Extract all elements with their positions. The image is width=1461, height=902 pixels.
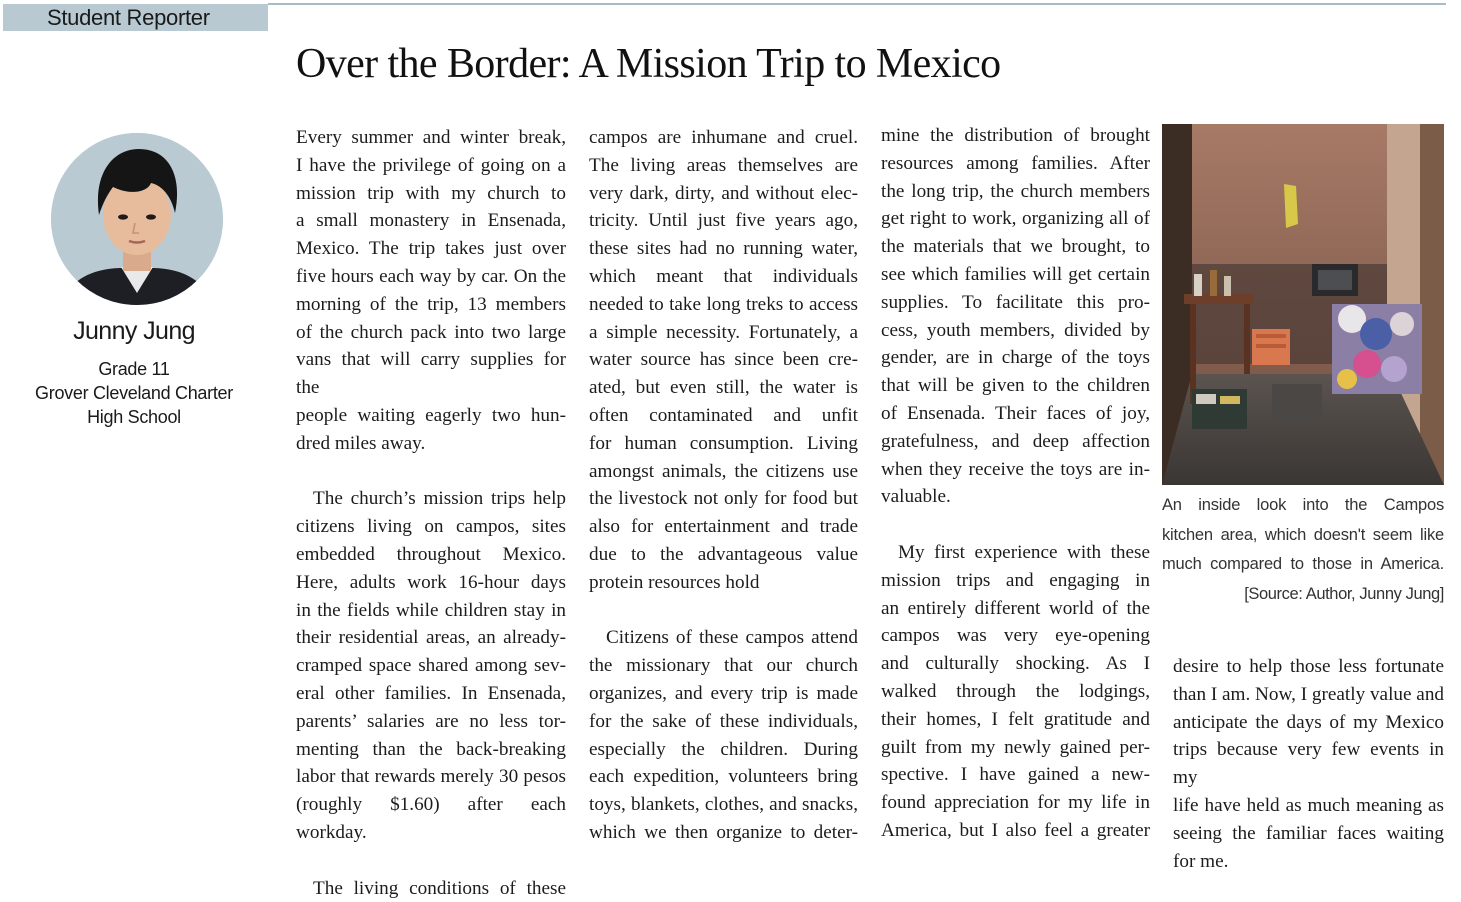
section-label: Student Reporter bbox=[3, 4, 268, 31]
text-line: Mexico. The trip takes just over bbox=[296, 238, 566, 260]
author-grade: Grade 11 bbox=[98, 359, 170, 379]
text-line: Every summer and winter break, bbox=[296, 127, 566, 148]
author-name: Junny Jung bbox=[73, 317, 195, 345]
text-line: supplies. To facilitate this pro- bbox=[881, 291, 1150, 313]
author-school: Grover Cleveland Charter bbox=[35, 383, 233, 403]
text-line: the livestock not only for food but bbox=[589, 488, 858, 510]
text-line: cramped space shared among sev- bbox=[296, 655, 566, 677]
text-line: water source has since been cre- bbox=[589, 349, 858, 371]
headline: Over the Border: A Mission Trip to Mexico bbox=[296, 41, 1001, 87]
text-line: spective. I have gained a new- bbox=[881, 764, 1150, 786]
text-line: My first experience with these bbox=[898, 541, 1150, 563]
text-line: resources among families. After bbox=[881, 152, 1150, 174]
author-portrait-illustration bbox=[51, 133, 223, 305]
text-line: and culturally shocking. As I bbox=[881, 653, 1150, 675]
caption-line: much compared to those in America. bbox=[1162, 555, 1444, 573]
article-column-4 bbox=[1173, 653, 1444, 875]
text-line: morning of the trip, 13 members bbox=[296, 293, 566, 315]
text-line: for the sake of these individuals, bbox=[589, 710, 858, 732]
text-line: America, but I also feel a greater bbox=[881, 819, 1150, 841]
text-line: often contaminated and unfit bbox=[589, 404, 858, 426]
text-line: eral other families. In Ensenada, bbox=[296, 682, 566, 704]
text-line: in the fields while children stay in bbox=[296, 599, 566, 621]
text-line: guilt from my newly gained per- bbox=[881, 736, 1150, 758]
text-line: an entirely different world of the bbox=[881, 597, 1150, 619]
text-line: labor that rewards merely 30 pesos bbox=[296, 766, 566, 788]
text-line: a small monastery in Ensenada, bbox=[296, 210, 566, 232]
caption-line: An inside look into the Campos bbox=[1162, 496, 1444, 514]
text-line: The living conditions of these bbox=[313, 877, 566, 899]
photo-source: [Source: Author, Junny Jung] bbox=[1244, 585, 1444, 603]
author-photo bbox=[51, 133, 223, 305]
text-line: each expedition, volunteers bring bbox=[589, 766, 858, 788]
text-line: due to the advantageous value bbox=[589, 543, 858, 565]
text-line: the materials that we brought, to bbox=[881, 236, 1150, 258]
text-line: very dark, dirty, and without elec- bbox=[589, 182, 858, 204]
text-line: see which families will get certain bbox=[881, 263, 1150, 285]
article-column-1 bbox=[296, 124, 566, 902]
text-line: for me. bbox=[1173, 850, 1229, 872]
text-line: (roughly $1.60) after each workday. bbox=[296, 794, 566, 843]
text-line: Here, adults work 16-hour days bbox=[296, 571, 566, 593]
text-line: when they receive the toys are in- bbox=[881, 458, 1150, 480]
text-line: trips because very few events in my bbox=[1173, 739, 1444, 789]
text-line: walked through the lodgings, bbox=[881, 680, 1150, 702]
text-line: embedded throughout Mexico. bbox=[296, 543, 566, 565]
photo-caption bbox=[1162, 491, 1444, 580]
text-line: get right to work, organizing all of bbox=[881, 208, 1150, 230]
text-line: The living areas themselves are bbox=[589, 154, 858, 176]
text-line: their residential areas, an already- bbox=[296, 627, 566, 649]
text-line: mission trip with my church to bbox=[296, 182, 566, 204]
text-line: the missionary that our church bbox=[589, 655, 858, 677]
text-line: a simple necessity. Fortunately, a bbox=[589, 321, 858, 343]
text-line: protein resources hold bbox=[589, 571, 760, 593]
text-line: campos was very eye-opening bbox=[881, 625, 1150, 647]
text-line: of Ensenada. Their faces of joy, bbox=[881, 402, 1150, 424]
text-line: needed to take long treks to access bbox=[589, 293, 858, 315]
article-column-3 bbox=[881, 122, 1150, 845]
article-column-2 bbox=[589, 124, 858, 847]
text-line: of the church pack into two large bbox=[296, 321, 566, 343]
text-line: that will be given to the children bbox=[881, 375, 1150, 397]
text-line: these sites had no running water, bbox=[589, 238, 858, 260]
text-line: menting than the back-breaking bbox=[296, 738, 566, 760]
text-line: ated, but even still, the water is bbox=[589, 377, 858, 399]
text-line: the long trip, the church members bbox=[881, 180, 1150, 202]
text-line: especially the children. During bbox=[589, 738, 858, 760]
text-line: citizens living on campos, sites bbox=[296, 516, 566, 538]
text-line: mine the distribution of brought bbox=[881, 125, 1150, 146]
text-line: Citizens of these campos attend bbox=[606, 627, 858, 649]
text-line: found appreciation for my life in bbox=[881, 792, 1150, 814]
article-photo bbox=[1162, 124, 1444, 485]
text-line: life have held as much meaning as bbox=[1173, 794, 1444, 816]
text-line: their homes, I felt gratitude and bbox=[881, 708, 1150, 730]
text-line: parents’ salaries are no less tor- bbox=[296, 710, 566, 732]
text-line: people waiting eagerly two hun- bbox=[296, 404, 566, 426]
text-line: also for entertainment and trade bbox=[589, 516, 858, 538]
text-line: campos are inhumane and cruel. bbox=[589, 127, 858, 148]
text-line: cess, youth members, divided by bbox=[881, 319, 1150, 341]
text-line: gratefulness, and deep affection bbox=[881, 430, 1150, 452]
caption-line: kitchen area, which doesn't seem like bbox=[1162, 525, 1444, 544]
text-line: five hours each way by car. On the bbox=[296, 265, 566, 287]
text-line: vans that will carry supplies for the bbox=[296, 349, 566, 399]
text-line: mission trips and engaging in bbox=[881, 569, 1150, 591]
text-line: gender, are in charge of the toys bbox=[881, 347, 1150, 369]
text-line: desire to help those less fortunate bbox=[1173, 656, 1444, 677]
text-line: dred miles away. bbox=[296, 432, 426, 454]
text-line: seeing the familiar faces waiting bbox=[1173, 822, 1444, 844]
text-line: which meant that individuals bbox=[589, 265, 858, 287]
text-line: toys, blankets, clothes, and snacks, bbox=[589, 794, 858, 816]
author-school: High School bbox=[87, 407, 181, 427]
text-line: amongst animals, the citizens use bbox=[589, 460, 858, 482]
campos-kitchen-illustration bbox=[1162, 124, 1444, 485]
text-line: than I am. Now, I greatly value and bbox=[1173, 683, 1445, 705]
section-rule bbox=[268, 3, 1446, 5]
text-line: valuable. bbox=[881, 486, 951, 508]
text-line: organizes, and every trip is made bbox=[589, 682, 858, 704]
text-line: which we then organize to deter- bbox=[589, 821, 858, 843]
text-line: tricity. Until just five years ago, bbox=[589, 210, 858, 232]
text-line: anticipate the days of my Mexico bbox=[1173, 711, 1444, 733]
text-line: The church’s mission trips help bbox=[313, 488, 566, 510]
text-line: I have the privilege of going on a bbox=[296, 154, 566, 176]
text-line: for human consumption. Living bbox=[589, 432, 858, 454]
